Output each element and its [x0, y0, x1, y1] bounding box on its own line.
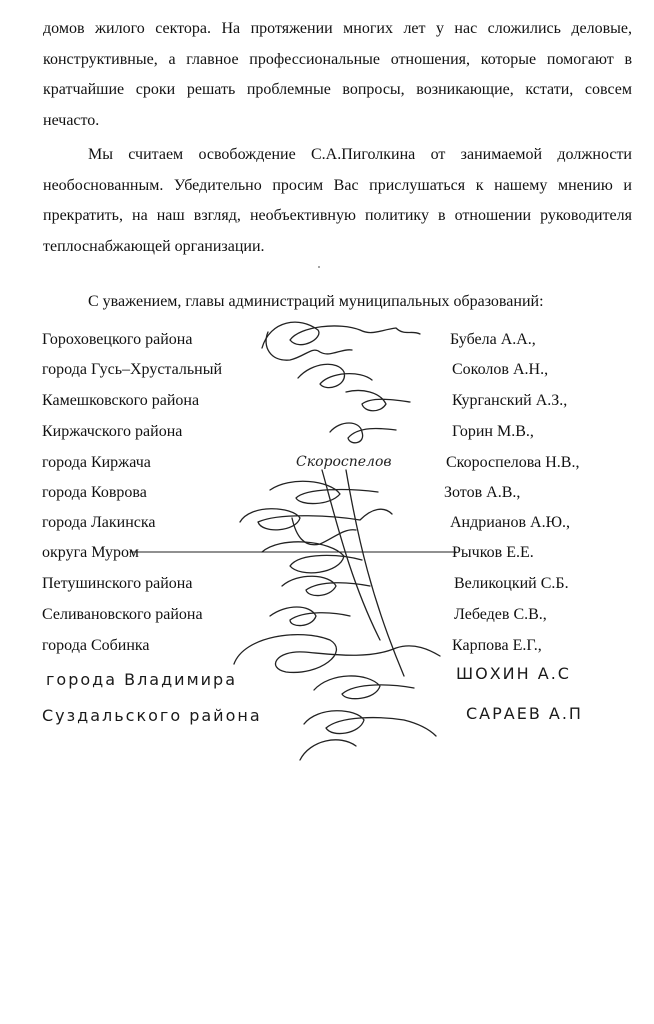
- signatory-name: Скороспелова Н.В.,: [446, 454, 580, 471]
- signatory-org: Камешковского района: [42, 392, 200, 409]
- paragraph-2: Мы считаем освобождение С.А.Пиголкина от занимаемой должности необоснованным. Убедительно просим Вас прислушаться к нашему мнению и прекратить, на наш взгляд, необъективную политику в отношении руководителя теплоснабжающей организации.: [43, 146, 632, 255]
- signatory-org: Петушинского района: [42, 575, 193, 592]
- signatory-name: Горин М.В.,: [452, 423, 534, 440]
- signatory-org: Селивановского района: [42, 606, 203, 623]
- signatory-name: Соколов А.Н.,: [452, 361, 549, 378]
- signatory-name: Бубела А.А.,: [450, 331, 536, 348]
- signatory-name: Андрианов А.Ю.,: [450, 514, 571, 531]
- signatory-org: города Лакинска: [42, 514, 156, 531]
- signatory-name: Лебедев С.В.,: [454, 606, 547, 623]
- signatory-org: округа Муром: [42, 544, 139, 561]
- signatory-name: Великоцкий С.Б.: [454, 575, 569, 592]
- handwritten-name: САРАЕВ А.П: [466, 704, 583, 723]
- signatory-org: города Гусь–Хрустальный: [42, 361, 223, 378]
- handwritten-name: ШОХИН А.С: [456, 664, 571, 683]
- signatory-name: Курганский А.З.,: [452, 392, 568, 409]
- signatory-org: Гороховецкого района: [42, 331, 193, 348]
- signatory-name: Зотов А.В.,: [444, 484, 521, 501]
- signatory-name: Рычков Е.Е.: [452, 544, 534, 561]
- paragraph-1: домов жилого сектора. На протяжении многих лет у нас сложились деловые, конструктивные, а главное профессиональные отношения, которые помогают в кратчайшие сроки решать проблемные вопросы, возникающие, кстати, совсем нечасто.: [43, 20, 632, 129]
- handwritten-org: города Владимира: [46, 670, 237, 689]
- signatory-org: города Собинка: [42, 637, 150, 654]
- handwritten-org: Суздальского района: [42, 706, 262, 725]
- signatory-name: Карпова Е.Г.,: [452, 637, 542, 654]
- closing-greeting: С уважением, главы администраций муниципальных образований:: [88, 293, 544, 310]
- signatory-org: города Коврова: [42, 484, 147, 501]
- signatory-org: Киржачского района: [42, 423, 183, 440]
- signature-skorospelova: Скороспелов: [296, 454, 392, 470]
- signatory-org: города Киржача: [42, 454, 151, 471]
